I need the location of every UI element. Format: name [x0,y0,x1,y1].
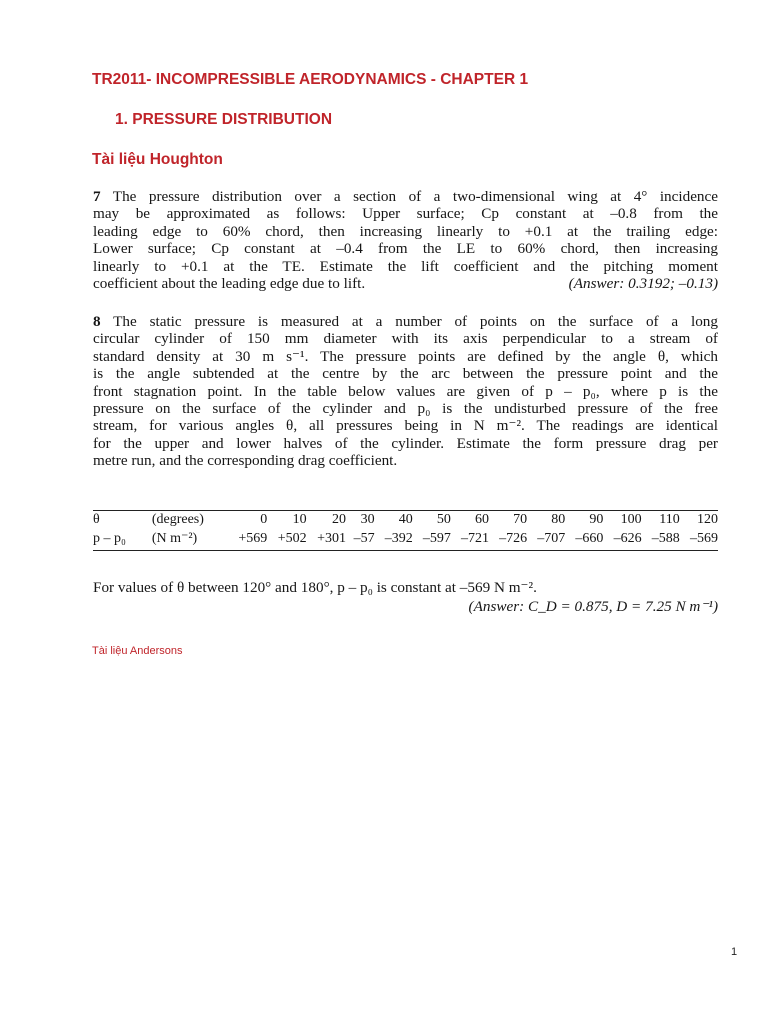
problem-line: circular cylinder of 150 mm diameter with its axis perpendicular to a stream of [93,330,718,348]
row-unit: (degrees) [151,512,204,527]
problem-8 [93,313,718,470]
problem-line: is the angle subtended at the centre by the arc between the pressure point and the [93,365,718,383]
pressure-cell: –392 [384,530,413,546]
angle-cell: 120 [697,512,718,527]
problem-line: stream, for various angles θ, all pressures being in N m⁻². The readings are identical [93,417,718,435]
table-rule-bottom [93,550,718,551]
angle-cell: 100 [620,512,642,527]
problem-line: pressure on the surface of the cylinder and p₀ is the undisturbed pressure of the free [93,400,718,418]
pressure-cell: –588 [651,530,680,546]
problem-line: The static pressure is measured at a number of points on the surface of a long [113,313,718,330]
pressure-cell: –597 [422,530,451,546]
problem-line: front stagnation point. In the table below values are given of p – p₀, where p is the [93,382,718,400]
pressure-cell: –626 [613,530,642,546]
pressure-cell: –721 [461,530,489,546]
source-heading-anderson: Tài liệu Andersons [92,645,183,657]
pressure-cell: –660 [575,530,604,546]
problem-line: metre run, and the corresponding drag coefficient. [93,452,398,470]
answer-7: (Answer: 0.3192; –0.13) [568,275,718,293]
table-row [93,511,718,529]
angle-cell: 50 [436,512,451,527]
angle-cell: 80 [551,512,566,527]
problem-line: The pressure distribution over a section of a two-dimensional wing at 4° incidence [112,188,719,205]
angle-cell: 40 [398,512,413,527]
constant-note [93,578,718,616]
section-heading: 1. PRESSURE DISTRIBUTION [115,111,333,128]
angle-cell: 20 [331,512,346,527]
problem-number: 7 [93,188,101,205]
document-title: TR2011- INCOMPRESSIBLE AERODYNAMICS - CHAPTER 1 [92,71,529,88]
problem-line: coefficient about the leading edge due to lift. [93,275,366,293]
angle-cell: 90 [589,512,604,527]
pressure-cell: –57 [353,530,375,546]
pressure-cell: +569 [238,530,268,546]
angle-cell: 60 [475,512,489,527]
row-label: p – p₀ [93,530,126,546]
problem-7 [93,188,718,292]
angle-cell: 70 [513,512,528,527]
pressure-table [93,510,718,551]
problem-line: may be approximated as follows: Upper surface; Cp constant at –0.8 from the [93,205,718,223]
pressure-cell: –707 [537,530,566,546]
note-line: For values of θ between 120° and 180°, p – p₀ is constant at –569 N m⁻². [93,579,537,596]
pressure-cell: –726 [499,530,528,546]
table-row [93,529,718,548]
angle-cell: 10 [292,512,307,527]
page-number: 1 [731,946,738,958]
pressure-cell: +301 [317,530,346,546]
angle-cell: 30 [360,512,375,527]
row-label: θ [93,512,100,527]
problem-line: for the upper and lower halves of the cylinder. Estimate the form pressure drag per [93,434,718,452]
pressure-cell: +502 [277,530,307,546]
problem-line: standard density at 30 m s⁻¹. The pressure points are defined by the angle θ, which [93,347,718,365]
pressure-cell: –569 [690,530,718,546]
problem-number: 8 [93,313,101,330]
angle-cell: 0 [260,512,268,527]
problem-line: leading edge to 60% chord, then increasing linearly to +0.1 at the trailing edge: [93,222,718,240]
row-unit: (N m⁻²) [151,531,198,546]
angle-cell: 110 [659,512,680,527]
answer-8: (Answer: C_D = 0.875, D = 7.25 N m⁻¹) [468,598,718,615]
source-heading-houghton: Tài liệu Houghton [92,151,223,168]
problem-line: Lower surface; Cp constant at –0.4 from the LE to 60% chord, then increasing [93,240,718,258]
problem-line: linearly to +0.1 at the TE. Estimate the lift coefficient and the pitching moment [93,257,718,275]
